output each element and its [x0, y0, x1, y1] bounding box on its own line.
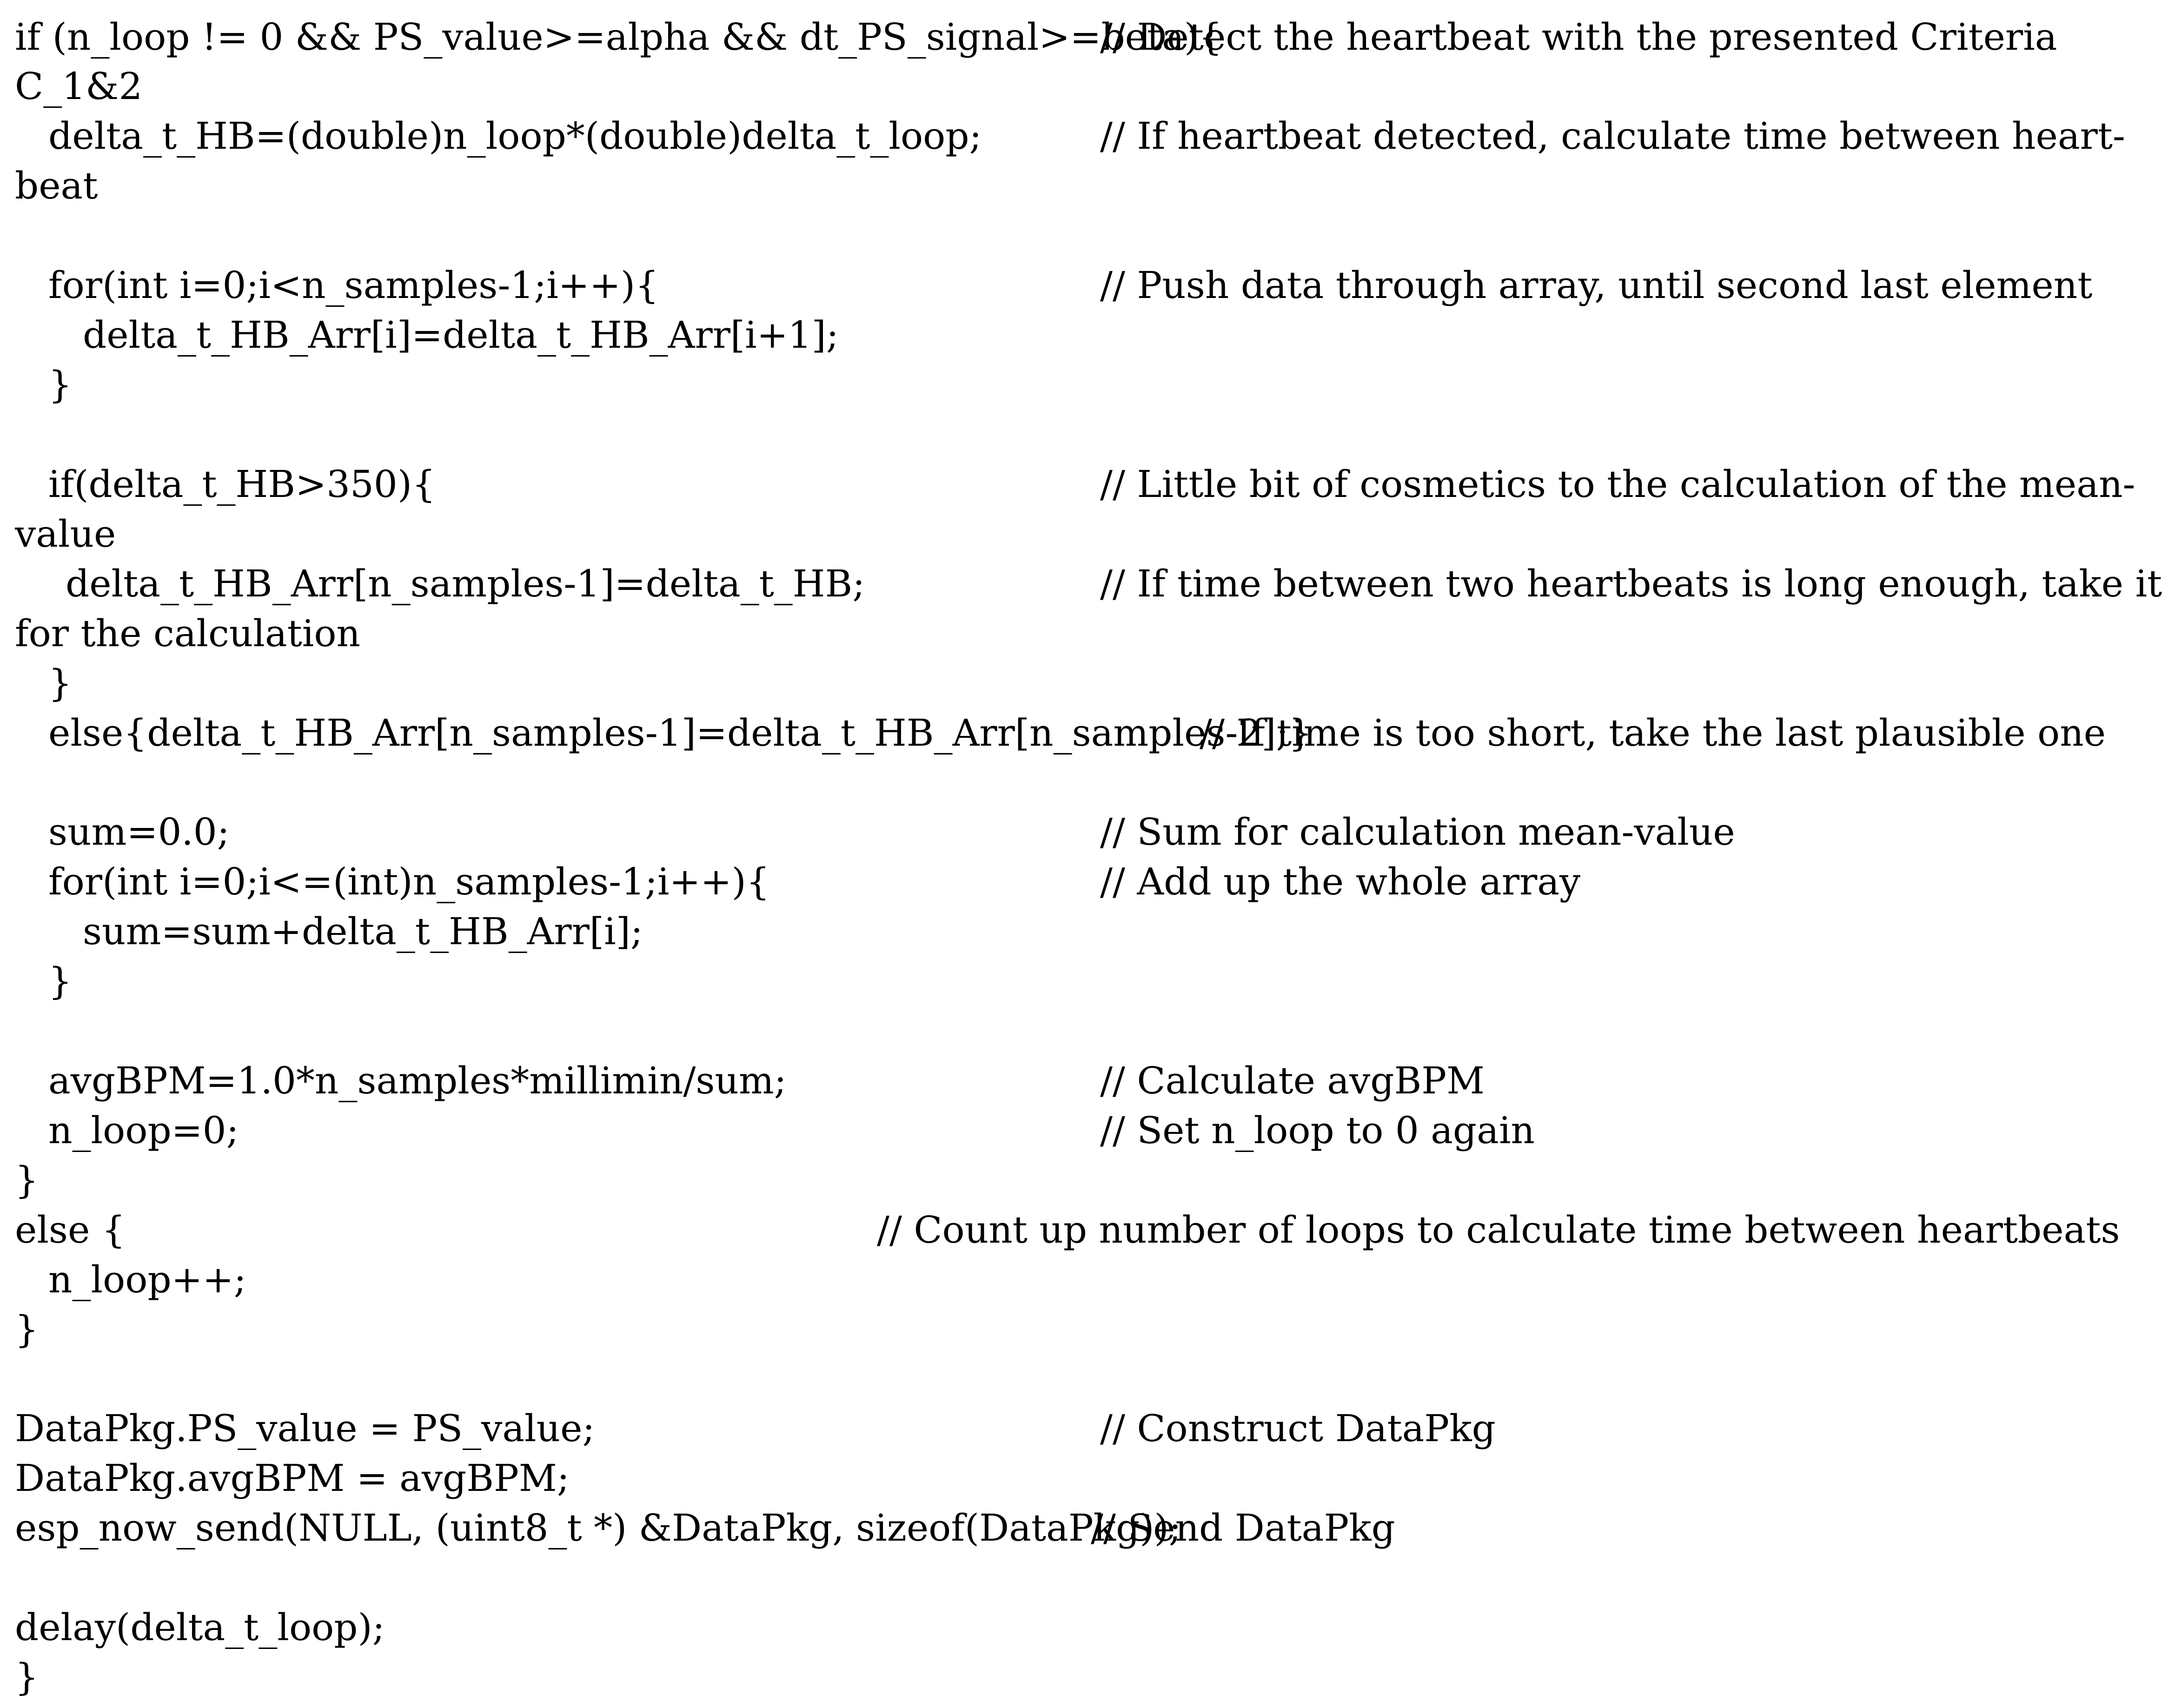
code-comment-wrap: beat [15, 164, 98, 207]
code-line: } [15, 1655, 39, 1699]
code-line: } [48, 662, 72, 705]
code-comment: // Sum for calculation mean-value [1100, 810, 1735, 854]
code-comment: // Little bit of cosmetics to the calculation of the mean- [1100, 463, 2135, 506]
code-comment: // If heartbeat detected, calculate time between heart- [1100, 114, 2125, 158]
code-line: else{delta_t_HB_Arr[n_samples-1]=delta_t_HB_Arr[n_samples-2];} [48, 711, 1313, 755]
code-line: if (n_loop != 0 && PS_value>=alpha && dt_PS_signal>=beta){ [15, 15, 1222, 59]
code-comment: // Send DataPkg [1091, 1506, 1395, 1549]
code-line: if(delta_t_HB>350){ [48, 463, 436, 506]
code-line: } [15, 1159, 39, 1202]
code-comment: // Detect the heartbeat with the presented Criteria [1100, 15, 2057, 59]
code-comment: // If time between two heartbeats is long enough, take it [1100, 562, 2162, 605]
code-comment-wrap: value [15, 512, 116, 556]
code-line: sum=sum+delta_t_HB_Arr[i]; [83, 910, 643, 953]
code-line: delta_t_HB=(double)n_loop*(double)delta_t_loop; [48, 114, 982, 158]
code-comment: // Add up the whole array [1100, 860, 1581, 903]
code-line: } [48, 363, 72, 406]
code-line: DataPkg.PS_value = PS_value; [15, 1407, 595, 1450]
code-comment: // If time is too short, take the last plausible one [1200, 711, 2106, 755]
code-comment: // Construct DataPkg [1100, 1407, 1496, 1450]
code-comment: // Set n_loop to 0 again [1100, 1109, 1535, 1152]
code-line: } [15, 1308, 39, 1351]
code-comment: // Count up number of loops to calculate time between heartbeats [877, 1208, 2120, 1251]
code-line: delta_t_HB_Arr[i]=delta_t_HB_Arr[i+1]; [83, 313, 839, 357]
code-line: sum=0.0; [48, 810, 230, 854]
code-line: delta_t_HB_Arr[n_samples-1]=delta_t_HB; [66, 562, 865, 605]
code-line: n_loop++; [48, 1258, 246, 1301]
code-line: else { [15, 1208, 126, 1251]
code-line: esp_now_send(NULL, (uint8_t *) &DataPkg, sizeof(DataPkg)); [15, 1506, 1181, 1549]
code-line: avgBPM=1.0*n_samples*millimin/sum; [48, 1059, 787, 1102]
code-comment-wrap: C_1&2 [15, 65, 143, 108]
code-line: n_loop=0; [48, 1109, 239, 1152]
code-comment: // Push data through array, until second last element [1100, 264, 2093, 307]
code-line: DataPkg.avgBPM = avgBPM; [15, 1456, 570, 1500]
code-line: delay(delta_t_loop); [15, 1606, 385, 1649]
code-comment: // Calculate avgBPM [1100, 1059, 1485, 1102]
code-line: for(int i=0;i<n_samples-1;i++){ [48, 264, 659, 307]
code-line: } [48, 960, 72, 1003]
code-comment-wrap: for the calculation [15, 612, 361, 655]
code-line: for(int i=0;i<=(int)n_samples-1;i++){ [48, 860, 770, 903]
